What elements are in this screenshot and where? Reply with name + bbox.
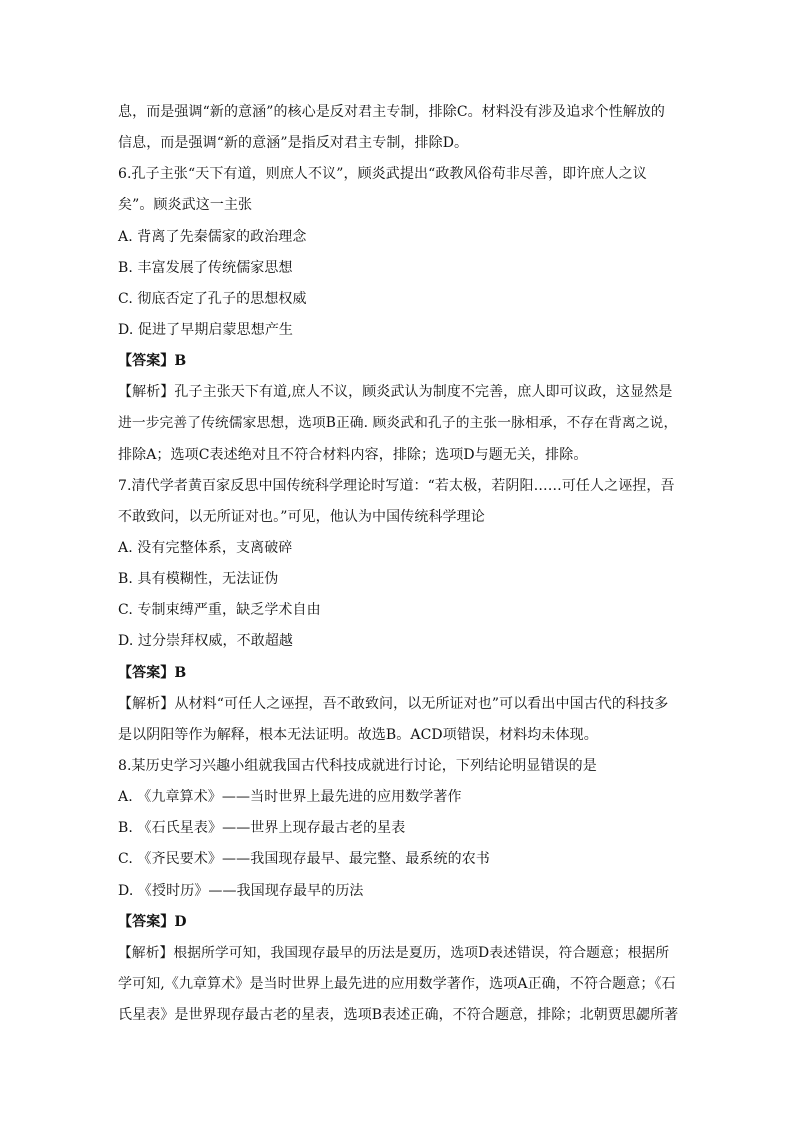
question-8-option-d: D. 《授时历》——我国现存最早的历法 [118,883,364,899]
question-7-stem: 7.清代学者黄百家反思中国传统科学理论时写道：“若太极，若阴阳……可任人之诬捏，吾 [118,478,675,494]
question-6-option-b: B. 丰富发展了传统儒家思想 [118,260,293,276]
question-8-analysis-cont: 学可知,《九章算术》是当时世界上最先进的应用数学著作，选项A正确，不符合题意；《石 [118,976,676,992]
question-7-option-c: C. 专制束缚严重，缺乏学术自由 [118,602,321,618]
question-8-answer: 【答案】D [118,914,187,930]
question-6-option-d: D. 促进了早期启蒙思想产生 [118,322,294,338]
question-8-option-b: B. 《石氏星表》——世界上现存最古老的星表 [118,820,406,836]
question-6-analysis-cont: 排除A；选项C表述绝对且不符合材料内容，排除；选项D与题无关，排除。 [118,447,588,463]
text-line: 信息，而是强调“新的意涵”是指反对君主专制，排除D。 [118,135,469,151]
text-line: 息，而是强调“新的意涵”的核心是反对君主专制，排除C。材料没有涉及追求个性解放的 [118,104,666,120]
question-8-option-c: C. 《齐民要术》——我国现存最早、最完整、最系统的农书 [118,851,490,867]
question-6-analysis: 【解析】孔子主张天下有道,庶人不议，顾炎武认为制度不完善，庶人即可议政，这显然是 [118,384,673,400]
question-6-answer: 【答案】B [118,353,187,369]
question-7-option-a: A. 没有完整体系，支离破碎 [118,540,293,556]
question-6-analysis-cont: 进一步完善了传统儒家思想，选项B正确. 顾炎武和孔子的主张一脉相承，不存在背离之说， [118,415,678,431]
question-7-option-b: B. 具有模糊性，无法证伪 [118,571,279,587]
question-8-option-a: A. 《九章算术》——当时世界上最先进的应用数学著作 [118,789,462,805]
question-8-stem: 8.某历史学习兴趣小组就我国古代科技成就进行讨论，下列结论明显错误的是 [118,758,597,774]
question-6-option-a: A. 背离了先秦儒家的政治理念 [118,229,307,245]
question-6-option-c: C. 彻底否定了孔子的思想权威 [118,291,307,307]
question-8-analysis: 【解析】根据所学可知，我国现存最早的历法是夏历，选项D表述错误，符合题意；根据所 [118,945,670,961]
question-8-analysis-cont: 氏星表》是世界现存最古老的星表，选项B表述正确，不符合题意，排除；北朝贾思勰所著 [118,1007,679,1023]
question-6-stem: 6.孔子主张“天下有道，则庶人不议”，顾炎武提出“政教风俗苟非尽善，即许庶人之议 [118,166,647,182]
question-7-option-d: D. 过分崇拜权威，不敢超越 [118,633,294,649]
question-6-stem-cont: 矣”。顾炎武这一主张 [118,197,253,213]
question-7-stem-cont: 不敢致问，以无所证对也。”可见，他认为中国传统科学理论 [118,509,485,525]
question-7-analysis: 【解析】从材料“可任人之诬捏，吾不敢致问，以无所证对也”可以看出中国古代的科技多 [118,696,669,712]
question-7-answer: 【答案】B [118,665,187,681]
question-7-analysis-cont: 是以阴阳等作为解释，根本无法证明。故选B。ACD项错误，材料均未体现。 [118,727,598,743]
